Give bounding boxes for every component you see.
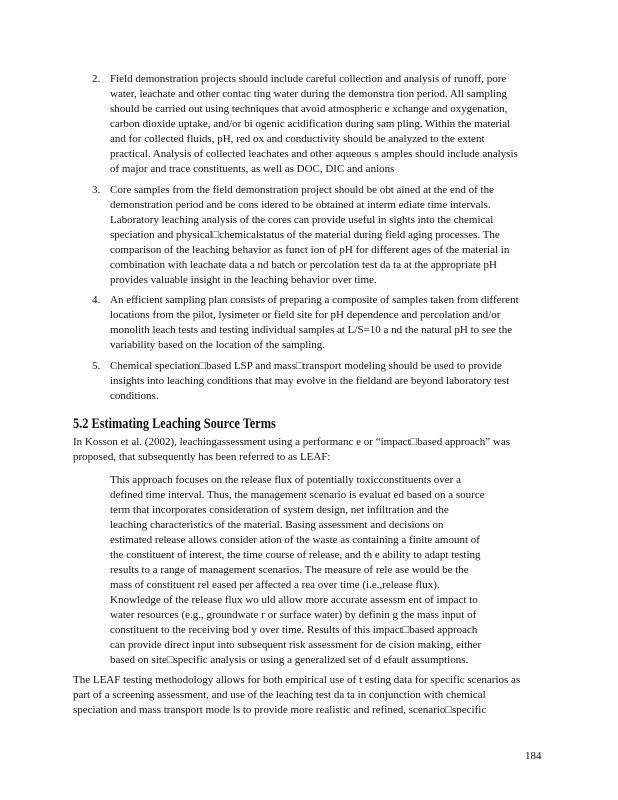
list-item-line: conditions.: [110, 390, 159, 402]
list-item-line: locations from the pilot, lysimeter or field site for pH dependence and percolation and/or: [110, 309, 501, 321]
closing-paragraph-line: The LEAF testing methodology allows for both empirical use of t esting data for specific scenarios as: [73, 674, 521, 686]
list-item-line: insights into leaching conditions that may evolve in the fieldand are beyond laboratory test: [110, 375, 510, 387]
list-item-line: Laboratory leaching analysis of the cores can provide useful in sights into the chemical: [110, 214, 494, 226]
list-item-line: and for collected fluids, pH, red ox and conductivity should be analyzed to the extent: [110, 133, 485, 145]
list-number: 4.: [92, 294, 101, 306]
block-quote-line: constituent to the receiving bod y over time. Results of this impact□based approach: [110, 624, 478, 636]
block-quote-line: leaching characteristics of the material. Basing assessment and decisions on: [110, 519, 444, 531]
block-quote-line: term that incorporates consideration of system design, net infiltration and the: [110, 504, 449, 516]
list-number: 5.: [92, 360, 101, 372]
block-quote-line: results to a range of management scenarios. The measure of rele ase would be the: [110, 564, 469, 576]
intro-paragraph-line: proposed, that subsequently has been referred to as LEAF:: [73, 451, 331, 463]
block-quote-line: estimated release allows consider ation of the waste as containing a finite amount of: [110, 534, 480, 546]
closing-paragraph-line: speciation and mass transport mode ls to provide more realistic and refined, scenario□specific: [73, 704, 487, 716]
list-item-line: monolith leach tests and testing individual samples at L/S=10 a nd the natural pH to see the: [110, 324, 513, 336]
list-item-line: An efficient sampling plan consists of preparing a composite of samples taken from different: [110, 294, 519, 306]
block-quote-line: can provide direct input into subsequent risk assessment for de cision making, either: [110, 639, 482, 651]
list-item-line: should be carried out using techniques that avoid atmospheric e xchange and oxygenation,: [110, 103, 508, 115]
list-item-line: demonstration period and be cons idered to be obtained at interm ediate time intervals.: [110, 199, 491, 211]
list-item-line: variability based on the location of the sampling.: [110, 339, 326, 351]
list-item-line: water, leachate and other contac ting water during the demonstra tion period. All sampling: [110, 88, 507, 100]
list-item-line: of major and trace constituents, as well as DOC, DIC and anions: [110, 163, 395, 175]
block-quote-line: the constituent of interest, the time course of release, and th e ability to adapt testing: [110, 549, 481, 561]
block-quote-line: Knowledge of the release flux wo uld allow more accurate assessm ent of impact to: [110, 594, 478, 606]
list-number: 2.: [92, 73, 101, 85]
block-quote-line: defined time interval. Thus, the management scenario is evaluat ed based on a source: [110, 489, 485, 501]
list-item-line: combination with leachate data a nd batch or percolation test da ta at the appropriate pH: [110, 259, 497, 271]
block-quote-line: This approach focuses on the release flux of potentially toxicconstituents over a: [110, 474, 461, 486]
intro-paragraph-line: In Kosson et al. (2002), leachingassessment using a performanc e or “impact□based approach” was: [73, 436, 511, 448]
list-item-line: practical. Analysis of collected leachates and other aqueous s amples should include analysis: [110, 148, 518, 160]
list-item-line: Chemical speciation□based LSP and mass□transport modeling should be used to provide: [110, 360, 502, 372]
closing-paragraph-line: part of a screening assessment, and use of the leaching test da ta in conjunction with chemical: [73, 689, 486, 701]
section-heading: 5.2 Estimating Leaching Source Terms: [73, 416, 276, 432]
list-item-line: speciation and physical□chemicalstatus of the material during field aging processes. The: [110, 229, 500, 241]
list-item-line: carbon dioxide uptake, and/or bi ogenic acidification during sam pling. Within the material: [110, 118, 511, 130]
page-number: 184: [525, 750, 542, 762]
list-item-line: provides valuable insight in the leaching behavior over time.: [110, 274, 377, 286]
list-number: 3.: [92, 184, 101, 196]
list-item-line: comparison of the leaching behavior as funct ion of pH for different ages of the material in: [110, 244, 510, 256]
block-quote-line: based on site□specific analysis or using a generalized set of d efault assumptions.: [110, 654, 469, 666]
list-item-line: Core samples from the field demonstration project should be obt ained at the end of the: [110, 184, 494, 196]
block-quote-line: mass of constituent rel eased per affected a rea over time (i.e.,release flux).: [110, 579, 440, 591]
list-item-line: Field demonstration projects should include careful collection and analysis of runoff, pore: [110, 73, 507, 85]
block-quote-line: water resources (e.g., groundwate r or surface water) by definin g the mass input of: [110, 609, 477, 621]
